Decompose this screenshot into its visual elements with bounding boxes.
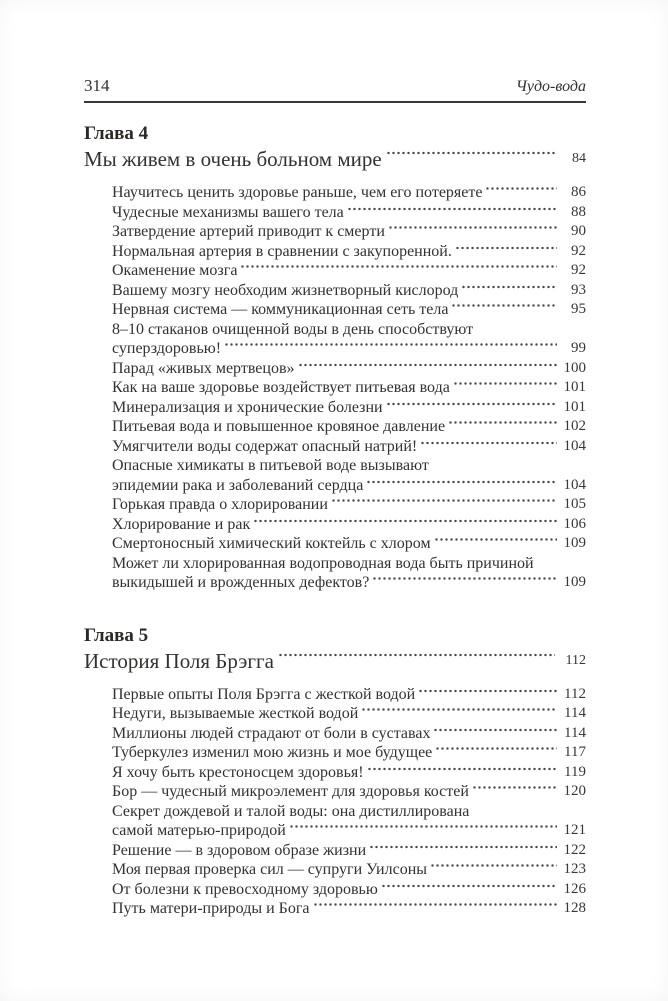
entry-title: суперздоровью! bbox=[112, 340, 222, 357]
dot-leader bbox=[448, 417, 557, 437]
entry-title: Минерализация и хронические болезни bbox=[112, 398, 383, 416]
chapter-title: История Поля Брэгга bbox=[84, 648, 274, 673]
dot-leader bbox=[433, 724, 557, 744]
entry-title-line bbox=[112, 261, 586, 281]
toc-chapter bbox=[84, 124, 586, 593]
entry-title-line bbox=[112, 821, 586, 841]
toc-entry bbox=[112, 398, 586, 418]
toc-entry bbox=[112, 841, 586, 861]
entry-title-line bbox=[112, 417, 586, 437]
chapter-page-number: 112 bbox=[565, 652, 586, 668]
entry-page-number: 86 bbox=[571, 184, 586, 200]
dot-leader bbox=[461, 281, 557, 301]
chapter-page-number: 84 bbox=[572, 151, 586, 166]
entry-title-line bbox=[112, 880, 586, 900]
toc-entry bbox=[112, 320, 586, 359]
toc-entry bbox=[112, 281, 586, 301]
entry-page-number: 100 bbox=[563, 359, 586, 376]
dot-leader bbox=[253, 515, 557, 535]
dot-leader bbox=[240, 261, 557, 281]
toc-entry bbox=[112, 359, 586, 379]
running-title: Чудо-вода bbox=[515, 78, 586, 95]
folio-page-number: 314 bbox=[84, 76, 110, 95]
entry-page-number: 128 bbox=[563, 900, 586, 916]
entry-title: Окаменение мозга bbox=[112, 262, 238, 279]
entry-title-line bbox=[112, 339, 586, 359]
entry-page-number: 101 bbox=[563, 398, 586, 415]
entry-page-number: 95 bbox=[571, 301, 586, 317]
entry-title-line bbox=[112, 476, 586, 496]
entry-title: эпидемии рака и заболеваний сердца bbox=[112, 476, 364, 494]
toc-entry bbox=[112, 763, 586, 783]
dot-leader bbox=[435, 743, 557, 763]
dot-leader bbox=[289, 821, 557, 841]
entry-page-number: 112 bbox=[564, 685, 586, 702]
chapter-title-row bbox=[84, 147, 586, 171]
entry-title-line: Опасные химикаты в питьевой воде вызывают bbox=[112, 457, 429, 474]
entry-title: Горькая правда о хлорировании bbox=[112, 496, 328, 513]
entry-title: Парад «живых мертвецов» bbox=[112, 359, 295, 377]
entry-title: Вашему мозгу необходим жизнетворный кислород bbox=[112, 281, 459, 299]
dot-leader bbox=[455, 242, 557, 262]
entry-title: Затвердение артерий приводит к смерти bbox=[112, 223, 385, 240]
dot-leader bbox=[472, 782, 557, 802]
entry-page-number: 109 bbox=[563, 574, 586, 590]
entry-title: Путь матери-природы и Бога bbox=[112, 900, 310, 917]
entry-title-line bbox=[112, 782, 586, 802]
dot-leader bbox=[367, 763, 557, 783]
toc-entry bbox=[112, 899, 586, 919]
chapter-title-row bbox=[84, 649, 586, 673]
entry-page-number: 101 bbox=[563, 379, 586, 395]
entry-page-number: 88 bbox=[571, 203, 586, 220]
entry-title: Недуги, вызываемые жесткой водой bbox=[112, 705, 359, 722]
toc-entry-list bbox=[84, 183, 586, 593]
entry-page-number: 109 bbox=[563, 535, 586, 551]
toc-entry bbox=[112, 802, 586, 841]
entry-title-line bbox=[112, 495, 586, 515]
toc-entry bbox=[112, 534, 586, 554]
dot-leader bbox=[451, 300, 557, 320]
entry-title-line bbox=[112, 398, 586, 418]
entry-page-number: 114 bbox=[564, 705, 586, 721]
entry-page-number: 123 bbox=[563, 861, 586, 877]
entry-page-number: 114 bbox=[564, 724, 586, 741]
chapter-spacer bbox=[84, 593, 586, 605]
entry-title-line bbox=[112, 573, 586, 593]
entry-title-line bbox=[112, 724, 586, 744]
toc-entry bbox=[112, 704, 586, 724]
toc bbox=[84, 124, 586, 919]
entry-title: Нормальная артерия в сравнении с закупоренной. bbox=[112, 242, 452, 260]
toc-entry bbox=[112, 183, 586, 203]
running-head bbox=[84, 76, 586, 103]
toc-entry-list bbox=[84, 685, 586, 919]
dot-leader bbox=[369, 841, 557, 861]
entry-title: От болезни к превосходному здоровью bbox=[112, 880, 378, 898]
toc-entry bbox=[112, 743, 586, 763]
entry-title-line bbox=[112, 704, 586, 724]
entry-title: Туберкулез изменил мою жизнь и мое будущее bbox=[112, 744, 433, 761]
dot-leader bbox=[485, 183, 557, 203]
toc-entry bbox=[112, 554, 586, 593]
entry-title-line bbox=[112, 281, 586, 301]
entry-page-number: 92 bbox=[571, 242, 586, 259]
entry-title: Как на ваше здоровье воздействует питьевая вода bbox=[112, 379, 450, 396]
toc-entry bbox=[112, 724, 586, 744]
entry-page-number: 93 bbox=[571, 281, 586, 298]
toc-entry bbox=[112, 378, 586, 398]
dot-leader bbox=[298, 359, 557, 379]
toc-entry bbox=[112, 242, 586, 262]
entry-title: Умягчители воды содержат опасный натрий! bbox=[112, 437, 418, 455]
dot-leader bbox=[420, 437, 557, 457]
entry-title-line bbox=[112, 899, 586, 919]
dot-leader bbox=[388, 222, 557, 242]
dot-leader bbox=[372, 573, 557, 593]
entry-page-number: 104 bbox=[563, 437, 586, 454]
toc-entry bbox=[112, 782, 586, 802]
entry-title-line bbox=[112, 203, 586, 223]
toc-entry bbox=[112, 203, 586, 223]
entry-title-line bbox=[112, 763, 586, 783]
entry-title-line bbox=[112, 841, 586, 861]
entry-page-number: 102 bbox=[563, 418, 586, 434]
toc-chapter bbox=[84, 626, 586, 919]
toc-entry bbox=[112, 880, 586, 900]
entry-title: выкидышей и врожденных дефектов? bbox=[112, 574, 370, 591]
dot-leader bbox=[434, 534, 557, 554]
dot-leader bbox=[313, 899, 558, 919]
entry-title: Решение — в здоровом образе жизни bbox=[112, 841, 367, 859]
entry-page-number: 120 bbox=[563, 783, 586, 799]
entry-page-number: 104 bbox=[563, 476, 586, 493]
entry-page-number: 117 bbox=[564, 744, 586, 760]
dot-leader bbox=[278, 649, 555, 673]
toc-entry bbox=[112, 456, 586, 495]
entry-title-line bbox=[112, 743, 586, 763]
toc-entry bbox=[112, 222, 586, 242]
dot-leader bbox=[361, 704, 557, 724]
toc-entry bbox=[112, 300, 586, 320]
dot-leader bbox=[430, 860, 557, 880]
entry-title-line: Может ли хлорированная водопроводная вода быть причиной bbox=[112, 554, 534, 572]
entry-page-number: 90 bbox=[571, 223, 586, 239]
entry-title: Смертоносный химический коктейль с хлором bbox=[112, 535, 431, 552]
dot-leader bbox=[224, 339, 557, 359]
entry-title-line bbox=[112, 222, 586, 242]
chapter-label: Глава 5 bbox=[84, 624, 149, 646]
entry-page-number: 126 bbox=[563, 880, 586, 897]
entry-page-number: 92 bbox=[571, 262, 586, 278]
toc-entry bbox=[112, 860, 586, 880]
entry-title: самой матерью-природой bbox=[112, 822, 286, 839]
entry-title-line bbox=[112, 359, 586, 379]
toc-entry bbox=[112, 417, 586, 437]
entry-title-line bbox=[112, 685, 586, 705]
dot-leader bbox=[366, 476, 557, 496]
dot-leader bbox=[386, 147, 555, 171]
entry-title: Миллионы людей страдают от боли в суставах bbox=[112, 724, 431, 742]
chapter-label: Глава 4 bbox=[84, 123, 149, 144]
entry-title: Первые опыты Поля Брэгга с жесткой водой bbox=[112, 685, 416, 703]
entry-title: Нервная система — коммуникационная сеть тела bbox=[112, 301, 449, 318]
entry-page-number: 105 bbox=[563, 496, 586, 512]
toc-entry bbox=[112, 515, 586, 535]
entry-title-line bbox=[112, 300, 586, 320]
dot-leader bbox=[453, 378, 557, 398]
toc-entry bbox=[112, 495, 586, 515]
entry-page-number: 122 bbox=[563, 841, 586, 858]
dot-leader bbox=[347, 203, 557, 223]
entry-title-line bbox=[112, 183, 586, 203]
entry-title-line bbox=[112, 437, 586, 457]
dot-leader bbox=[386, 398, 557, 418]
entry-title: Научитесь ценить здоровье раньше, чем его потеряете bbox=[112, 184, 483, 201]
entry-title: Бор — чудесный микроэлемент для здоровья костей bbox=[112, 783, 469, 800]
toc-entry bbox=[112, 261, 586, 281]
entry-title-line bbox=[112, 534, 586, 554]
entry-title: Чудесные механизмы вашего тела bbox=[112, 203, 344, 221]
entry-title-line bbox=[112, 378, 586, 398]
toc-entry bbox=[112, 437, 586, 457]
entry-page-number: 99 bbox=[571, 340, 586, 356]
entry-title-line: Секрет дождевой и талой воды: она дистиллирована bbox=[112, 802, 470, 820]
entry-page-number: 119 bbox=[564, 763, 586, 780]
dot-leader bbox=[418, 685, 557, 705]
entry-title: Я хочу быть крестоносцем здоровья! bbox=[112, 763, 364, 781]
entry-page-number: 121 bbox=[563, 822, 586, 838]
entry-title-line: 8–10 стаканов очищенной воды в день способствуют bbox=[112, 320, 474, 338]
entry-title: Моя первая проверка сил — супруги Уилсоны bbox=[112, 861, 428, 878]
dot-leader bbox=[331, 495, 557, 515]
chapter-title: Мы живем в очень больном мире bbox=[84, 147, 382, 171]
toc-entry bbox=[112, 685, 586, 705]
entry-title-line bbox=[112, 242, 586, 262]
entry-title: Питьевая вода и повышенное кровяное давление bbox=[112, 418, 446, 435]
dot-leader bbox=[381, 880, 557, 900]
entry-title-line bbox=[112, 860, 586, 880]
entry-title: Хлорирование и рак bbox=[112, 515, 251, 533]
entry-page-number: 106 bbox=[563, 515, 586, 532]
entry-title-line bbox=[112, 515, 586, 535]
